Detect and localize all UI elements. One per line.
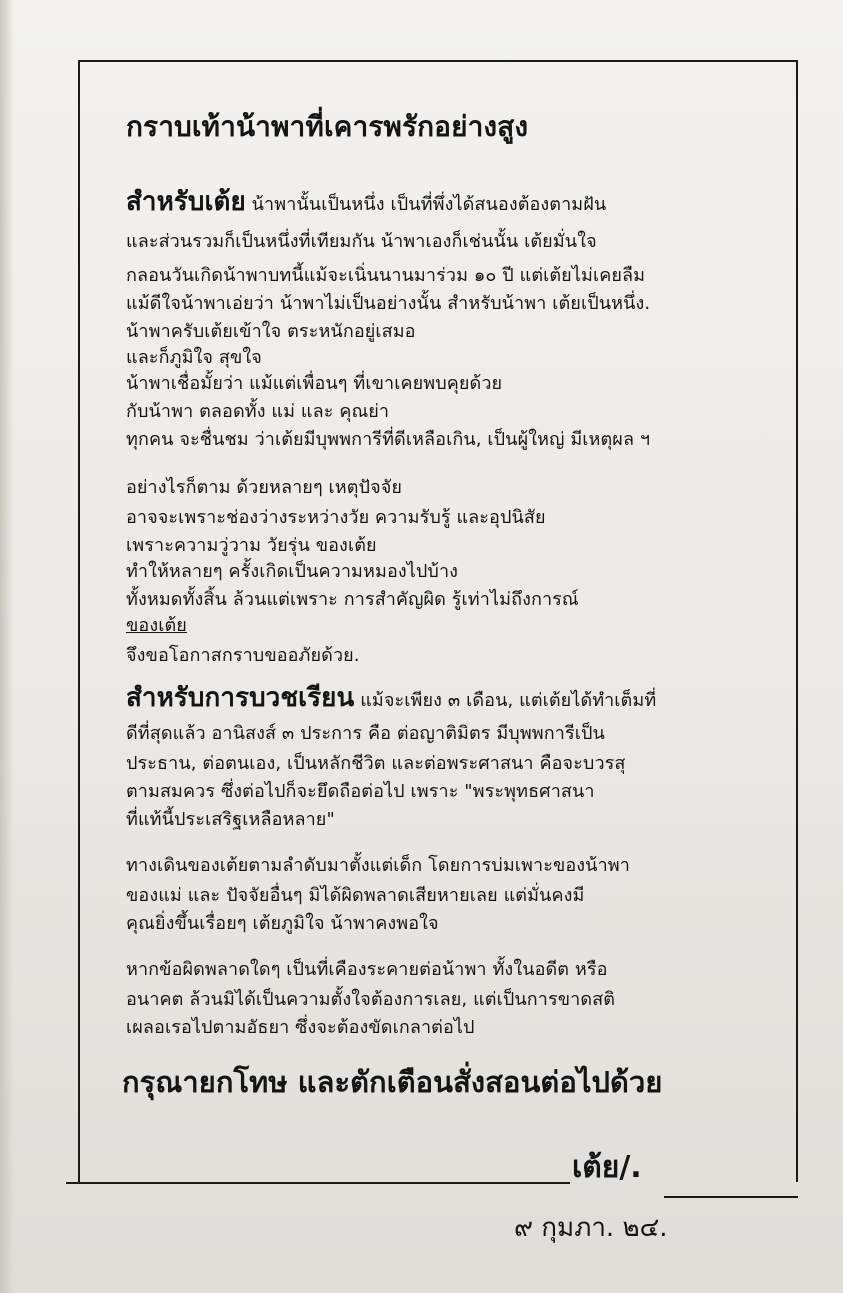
paragraph-2-line-2: แม้ดีใจน้าพาเอ่ยว่า น้าพาไม่เป็นอย่างนั้น สำหรับน้าพา เต้ยเป็นหนึ่ง. (126, 293, 651, 314)
paragraph-4-line-1-text: แม้จะเพียง ๓ เดือน, แต่เต้ยได้ทำเต็มที่ (354, 690, 657, 711)
paragraph-5-line-1: ทางเดินของเต้ยตามลำดับมาตั้งแต่เด็ก โดยการบ่มเพาะของน้าพา (126, 855, 630, 876)
paragraph-2-line-4: และก็ภูมิใจ สุขใจ (126, 347, 262, 368)
paragraph-6-line-1: หากข้อผิดพลาดใดๆ เป็นที่เคืองระคายต่อน้าพา ทั้งในอดีต หรือ (126, 959, 608, 980)
paragraph-4-line-5: ที่แท้นี้ประเสริฐเหลือหลาย" (126, 809, 335, 830)
paragraph-2-line-1: กลอนวันเกิดน้าพาบทนี้แม้จะเนิ่นนานมาร่วม ๑๐ ปี แต่เต้ยไม่เคยลืม (126, 265, 646, 286)
signature: เต้ย/. (572, 1150, 642, 1185)
signature-line-right (664, 1196, 798, 1198)
letter-date: ๙ กุมภา. ๒๔. (514, 1213, 668, 1243)
closing-line: กรุณายกโทษ และตักเตือนสั่งสอนต่อไปด้วย (122, 1065, 663, 1099)
paragraph-4-line-3: ประธาน, ต่อตนเอง, เป็นหลักชีวิต และต่อพระศาสนา คือจะบวรสุ (126, 753, 626, 774)
paragraph-4-line-2: ดีที่สุดแล้ว อานิสงส์ ๓ ประการ คือ ต่อญาติมิตร มีบุพพการีเป็น (126, 723, 605, 744)
paragraph-2-line-6: กับน้าพา ตลอดทั้ง แม่ และ คุณย่า (126, 401, 390, 422)
paragraph-6-line-3: เผลอเรอไปตามอัธยา ซึ่งจะต้องขัดเกลาต่อไป (126, 1017, 475, 1038)
paragraph-3-line-2: อาจจะเพราะช่องว่างระหว่างวัย ความรับรู้ และอุปนิสัย (126, 507, 546, 528)
paragraph-3-line-6: ของเต้ย (126, 615, 187, 636)
paragraph-2-line-5: น้าพาเชื่อมั้ยว่า แม้แต่เพื่อนๆ ที่เขาเคยพบคุยด้วย (126, 373, 503, 394)
paragraph-3-line-5: ทั้งหมดทั้งสิ้น ล้วนแต่เพราะ การสำคัญผิด รู้เท่าไม่ถึงการณ์ (126, 589, 579, 610)
signature-line-left (66, 1182, 570, 1184)
paragraph-4-line-1 (126, 683, 657, 713)
paragraph-5-line-2: ของแม่ และ ปัจจัยอื่นๆ มิได้ผิดพลาดเสียหายเลย แต่มั่นคงมี (126, 885, 585, 906)
paragraph-1-line-2: และส่วนรวมก็เป็นหนึ่งที่เทียมกัน น้าพาเองก็เช่นนั้น เต้ยมั่นใจ (126, 231, 597, 252)
paragraph-2-line-3: น้าพาครับเต้ยเข้าใจ ตระหนักอยู่เสมอ (126, 321, 416, 342)
paragraph-3-line-3: เพราะความวู่วาม วัยรุ่น ของเต้ย (126, 535, 377, 556)
salutation: กราบเท้าน้าพาที่เคารพรักอย่างสูง (126, 110, 529, 143)
paragraph-3-line-7: จึงขอโอกาสกราบขออภัยด้วย. (126, 645, 360, 666)
paragraph-6-line-2: อนาคต ล้วนมิได้เป็นความตั้งใจต้องการเลย, แต่เป็นการขาดสติ (126, 989, 616, 1010)
paper-edge-shadow (0, 0, 14, 1293)
paragraph-3-line-1: อย่างไรก็ตาม ด้วยหลายๆ เหตุปัจจัย (126, 477, 403, 498)
paragraph-1-line-1 (126, 187, 607, 217)
paragraph-1-lead: สำหรับเต้ย (126, 187, 246, 217)
paragraph-3-line-4: ทำให้หลายๆ ครั้งเกิดเป็นความหมองไปบ้าง (126, 561, 459, 582)
paragraph-4-line-4: ตามสมควร ซึ่งต่อไปก็จะยึดถือต่อไป เพราะ "พระพุทธศาสนา (126, 781, 595, 802)
paragraph-4-lead: สำหรับการบวชเรียน (126, 683, 355, 713)
paragraph-1-line-1-text: น้าพานั้นเป็นหนึ่ง เป็นที่พึ่งได้สนองต้องตามฝัน (245, 194, 607, 215)
paragraph-2-line-7: ทุกคน จะชื่นชม ว่าเต้ยมีบุพพการีที่ดีเหลือเกิน, เป็นผู้ใหญ่ มีเหตุผล ฯ (126, 429, 651, 450)
paragraph-5-line-3: คุณยิ่งขึ้นเรื่อยๆ เต้ยภูมิใจ น้าพาคงพอใจ (126, 913, 439, 934)
